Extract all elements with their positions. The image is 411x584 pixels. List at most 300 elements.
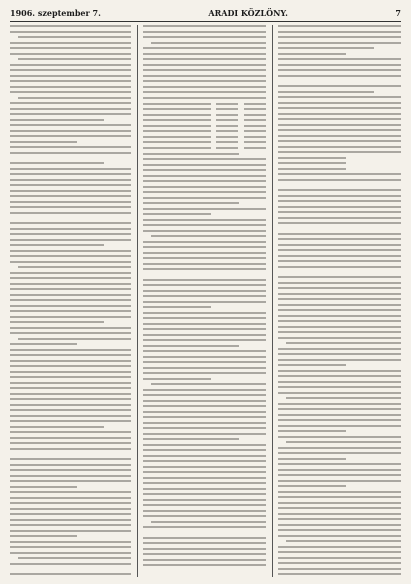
text-line [278,287,401,289]
table-cell [244,136,266,138]
table-cell [143,114,211,116]
text-line [143,219,266,221]
text-line [10,283,131,285]
table-row [143,130,266,132]
text-line [143,97,266,99]
text-line [10,497,131,499]
text-line [278,480,401,482]
text-line [10,442,131,444]
table-cell [244,141,266,143]
text-line [143,356,266,358]
text-line [278,370,401,372]
text-line [151,42,266,44]
text-line [143,466,266,468]
text-line [10,469,131,471]
text-line [143,477,266,479]
text-line [10,332,131,334]
text-line [278,189,401,191]
text-line [278,425,401,427]
text-line [10,173,131,175]
text-line [10,184,131,186]
text-line [143,449,266,451]
text-line [278,31,401,33]
text-line [278,222,401,224]
text-line [278,118,401,120]
text-line [10,475,131,477]
text-line [286,397,401,399]
text-line [143,422,266,424]
text-line [143,378,211,380]
text-line [18,97,131,99]
table-row [143,136,266,138]
text-line [278,485,346,487]
text-line [10,480,131,482]
text-line [143,197,266,199]
text-line [278,168,346,170]
text-line [10,141,77,143]
table-cell [244,125,266,127]
text-line [278,436,401,438]
text-line [143,263,266,265]
text-line [278,244,401,246]
text-line [10,64,131,66]
text-line [278,403,401,405]
text-line [143,246,266,248]
text-line [143,158,266,160]
text-line [143,279,266,281]
text-line [143,427,266,429]
text-line [10,376,131,378]
text-line [10,382,131,384]
text-line [278,85,401,87]
table-row [143,147,266,149]
text-line [278,42,401,44]
text-line [10,113,131,115]
text-line [143,175,266,177]
text-line [143,542,266,544]
text-line [143,515,266,517]
text-line [278,364,346,366]
page-header [10,6,401,20]
text-line [10,563,131,565]
text-line [278,392,401,394]
text-line [143,350,266,352]
text-line [278,375,401,377]
text-line [143,334,266,336]
text-line [278,474,401,476]
text-line [10,530,131,532]
text-line [10,513,131,515]
text-line [143,328,266,330]
text-line [10,573,131,575]
text-line [278,513,401,515]
text-line [278,337,401,339]
table-cell [244,119,266,121]
text-line [10,244,104,246]
text-line [143,526,266,528]
text-line [143,504,266,506]
text-line [278,491,401,493]
text-line [10,108,131,110]
text-line [10,426,104,428]
text-line [278,304,401,306]
text-line [143,180,266,182]
text-line [278,206,401,208]
text-line [278,359,401,361]
table-cell [143,147,211,149]
text-line [143,164,266,166]
table-cell [216,108,238,110]
text-line [143,31,266,33]
header-page-number: 7 [395,8,401,18]
text-line [10,86,131,88]
text-line [10,135,131,137]
header-date: 1906. szeptember 7. [10,8,101,18]
text-line [278,53,346,55]
text-line [278,282,401,284]
text-line [10,524,131,526]
text-line [143,444,266,446]
text-line [10,233,131,235]
text-line [10,277,131,279]
table-row [143,108,266,110]
text-line [10,371,131,373]
text-line [278,408,401,410]
text-line [143,202,239,204]
text-line [278,315,401,317]
text-line [278,458,346,460]
text-line [10,206,131,208]
text-line [143,241,266,243]
table-row [143,114,266,116]
text-line [143,323,266,325]
text-line [278,58,401,60]
text-line [10,316,131,318]
table-cell [143,125,211,127]
text-line [143,510,266,512]
text-line [10,31,131,33]
text-line [10,42,131,44]
text-line [10,222,131,224]
text-line [143,559,266,561]
text-line [278,47,374,49]
text-line [143,53,266,55]
text-line [143,191,266,193]
column-3 [278,25,401,577]
text-line [143,91,266,93]
text-line [278,69,401,71]
text-line [143,169,266,171]
table-cell [143,130,211,132]
text-line [10,124,131,126]
text-line [143,224,266,226]
text-line [278,381,401,383]
text-line [10,294,131,296]
text-line [278,557,401,559]
table-row [143,125,266,127]
text-line [10,437,131,439]
text-line [10,420,131,422]
text-line [278,75,401,77]
text-line [278,430,346,432]
table-cell [244,114,266,116]
text-line [278,419,401,421]
text-line [278,102,401,104]
text-line [143,564,266,566]
text-line [278,91,374,93]
text-line [10,91,131,93]
text-line [278,107,401,109]
text-line [278,200,401,202]
text-line [278,135,401,137]
text-line [143,290,266,292]
text-line [18,58,131,60]
text-line [143,488,266,490]
text-line [278,124,401,126]
table-row [143,103,266,105]
text-line [286,342,401,344]
text-line [10,464,131,466]
text-line [10,519,131,521]
text-line [143,553,266,555]
text-line [151,235,266,237]
text-line [143,301,266,303]
text-line [10,239,131,241]
text-line [10,119,104,121]
text-line [278,535,401,537]
text-line [143,411,266,413]
text-line [143,64,266,66]
text-line [278,546,401,548]
text-line [10,102,131,104]
text-line [10,327,131,329]
text-line [278,331,401,333]
text-line [143,36,266,38]
text-line [278,140,401,142]
text-line [143,405,266,407]
text-line [10,398,131,400]
text-line [143,153,239,155]
table-cell [216,130,238,132]
header-rule [10,21,401,22]
text-line [278,96,401,98]
text-line [278,348,401,350]
text-line [286,441,401,443]
text-line [278,496,401,498]
text-line [10,190,131,192]
text-line [278,502,401,504]
text-line [278,195,401,197]
text-line [10,53,131,55]
text-line [143,252,266,254]
text-line [143,284,266,286]
text-line [10,228,131,230]
text-line [10,299,131,301]
text-line [10,541,131,543]
text-line [10,69,131,71]
text-line [10,354,131,356]
text-line [10,146,131,148]
text-line [10,75,131,77]
text-line [143,257,266,259]
text-line [10,431,131,433]
text-line [278,386,401,388]
text-line [278,276,401,278]
text-line [143,394,266,396]
text-line [143,312,266,314]
text-line [278,173,401,175]
text-line [18,557,131,559]
text-line [151,383,266,385]
text-line [10,162,104,164]
text-line [278,266,401,268]
text-line [278,524,401,526]
text-line [278,157,346,159]
text-line [10,152,131,154]
text-line [10,535,77,537]
text-line [278,36,401,38]
text-line [278,293,401,295]
table-row [143,141,266,143]
text-line [278,151,401,153]
text-line [278,320,401,322]
text-line [143,548,266,550]
text-line [278,447,401,449]
text-line [278,414,401,416]
text-line [278,507,401,509]
text-line [10,305,131,307]
text-line [143,389,266,391]
text-line [278,146,401,148]
text-line [143,400,266,402]
text-line [10,47,131,49]
text-line [278,249,401,251]
text-line [10,310,131,312]
text-line [10,343,77,345]
text-line [143,317,266,319]
text-line [10,250,131,252]
text-line [10,168,131,170]
text-line [278,518,401,520]
text-line [278,260,401,262]
text-line [278,211,401,213]
text-line [143,25,266,27]
text-line [10,349,131,351]
column-1 [10,25,131,577]
text-line [278,463,401,465]
text-line [10,502,131,504]
text-line [10,365,131,367]
text-line [10,409,131,411]
table-cell [143,136,211,138]
text-line [278,113,401,115]
table-cell [216,114,238,116]
text-line [143,47,266,49]
text-line [10,25,131,27]
text-line [143,186,266,188]
text-line [278,238,401,240]
table-cell [244,147,266,149]
text-line [151,521,266,523]
text-line [286,540,401,542]
header-title: ARADI KÖZLÖNY. [208,8,288,18]
column-divider-1 [137,25,138,577]
text-line [143,345,239,347]
text-line [143,230,266,232]
statistics-table [143,103,266,149]
column-divider-2 [272,25,273,577]
text-line [278,309,401,311]
text-line [143,208,266,210]
text-line [143,75,266,77]
text-line [143,455,266,457]
text-line [143,433,266,435]
table-cell [216,119,238,121]
text-line [278,179,401,181]
text-line [143,460,266,462]
text-line [10,415,131,417]
table-cell [143,141,211,143]
text-line [10,552,131,554]
text-line [278,298,401,300]
text-line [10,387,131,389]
text-line [10,130,131,132]
table-cell [244,103,266,105]
table-cell [216,141,238,143]
table-cell [216,103,238,105]
text-line [143,268,266,270]
text-line [278,529,401,531]
table-row [143,119,266,121]
text-line [10,546,131,548]
table-cell [143,108,211,110]
text-line [143,537,266,539]
text-line [10,195,131,197]
text-line [10,179,131,181]
text-line [278,162,346,164]
text-line [10,448,131,450]
table-cell [143,119,211,121]
text-line [143,471,266,473]
text-line [143,295,266,297]
text-line [10,458,131,460]
text-line [10,491,131,493]
text-line [10,272,131,274]
text-line [18,338,131,340]
text-line [278,64,401,66]
text-line [143,58,266,60]
text-line [143,339,266,341]
text-line [143,306,211,308]
text-line [278,255,401,257]
text-line [278,562,401,564]
text-line [10,201,131,203]
text-line [18,36,131,38]
text-line [278,217,401,219]
text-line [143,438,239,440]
text-line [143,69,266,71]
text-line [143,80,266,82]
text-line [278,233,401,235]
text-line [143,213,211,215]
text-line [10,404,131,406]
table-cell [244,108,266,110]
text-line [278,551,401,553]
text-line [10,212,131,214]
text-line [143,361,266,363]
text-line [10,393,131,395]
column-2 [143,25,266,577]
